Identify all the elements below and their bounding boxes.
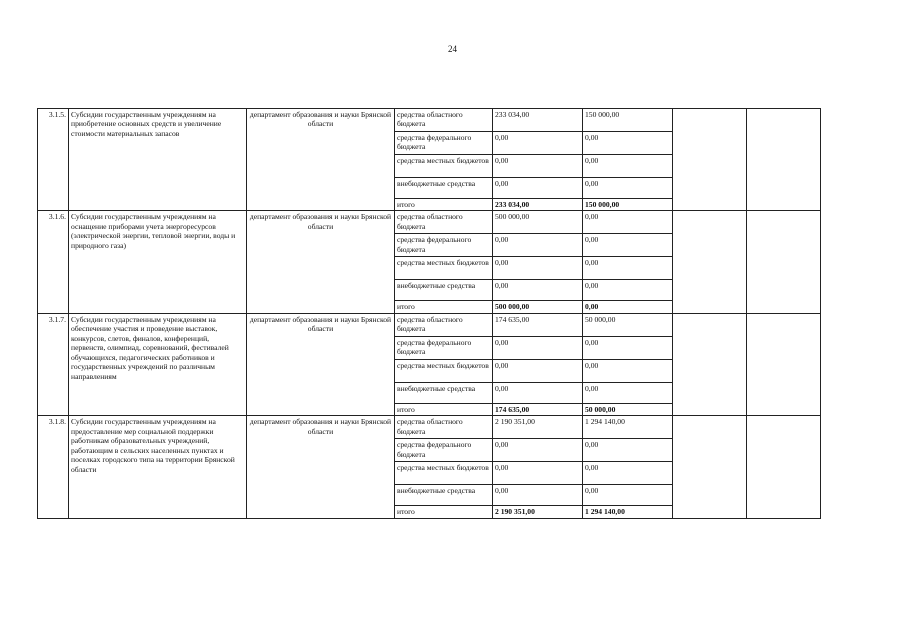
amount-year-2: 150 000,00 (583, 109, 673, 132)
funding-source: итого (395, 403, 493, 415)
amount-year-1: 0,00 (493, 336, 583, 359)
funding-source: внебюджетные средства (395, 280, 493, 301)
funding-source: средства областного бюджета (395, 416, 493, 439)
amount-year-2: 0,00 (583, 178, 673, 199)
amount-year-2: 0,00 (583, 382, 673, 403)
item-name: Субсидии государственным учреждениям на приобретение основных средств и увеличение стоимости материальных запасов (69, 109, 247, 211)
amount-year-1: 0,00 (493, 382, 583, 403)
funding-source: средства местных бюджетов (395, 462, 493, 485)
item-executor: департамент образования и науки Брянской области (247, 313, 395, 415)
funding-source: средства федерального бюджета (395, 439, 493, 462)
table-row (38, 416, 821, 439)
amount-year-2: 0,00 (583, 234, 673, 257)
amount-year-2: 0,00 (583, 485, 673, 506)
funding-source: средства местных бюджетов (395, 155, 493, 178)
amount-year-1: 2 190 351,00 (493, 506, 583, 518)
amount-year-2: 1 294 140,00 (583, 416, 673, 439)
amount-year-2: 0,00 (583, 301, 673, 313)
amount-year-1: 233 034,00 (493, 199, 583, 211)
item-number: 3.1.5. (38, 109, 69, 211)
budget-table (37, 108, 821, 519)
item-number: 3.1.7. (38, 313, 69, 415)
funding-source: итого (395, 301, 493, 313)
amount-year-2: 150 000,00 (583, 199, 673, 211)
amount-year-2: 0,00 (583, 155, 673, 178)
amount-year-1: 174 635,00 (493, 403, 583, 415)
funding-source: средства федерального бюджета (395, 336, 493, 359)
item-number: 3.1.6. (38, 211, 69, 313)
amount-year-1: 0,00 (493, 257, 583, 280)
amount-year-1: 0,00 (493, 280, 583, 301)
amount-year-1: 2 190 351,00 (493, 416, 583, 439)
funding-source: средства областного бюджета (395, 109, 493, 132)
empty-cell-2 (747, 109, 821, 211)
amount-year-1: 0,00 (493, 234, 583, 257)
amount-year-2: 50 000,00 (583, 403, 673, 415)
funding-source: внебюджетные средства (395, 382, 493, 403)
amount-year-2: 0,00 (583, 359, 673, 382)
item-executor: департамент образования и науки Брянской области (247, 109, 395, 211)
amount-year-2: 0,00 (583, 336, 673, 359)
amount-year-2: 0,00 (583, 439, 673, 462)
funding-source: итого (395, 506, 493, 518)
funding-source: средства областного бюджета (395, 211, 493, 234)
table-row (38, 109, 821, 132)
amount-year-2: 0,00 (583, 257, 673, 280)
amount-year-2: 0,00 (583, 211, 673, 234)
page-number: 24 (448, 44, 457, 54)
item-name: Субсидии государственным учреждениям на предоставление мер социальной поддержки работникам образовательных учреждений, работающим в сельских населенных пунктах и поселках городского типа на территории Брянской области (69, 416, 247, 518)
amount-year-1: 0,00 (493, 132, 583, 155)
empty-cell-1 (673, 416, 747, 518)
funding-source: внебюджетные средства (395, 485, 493, 506)
amount-year-1: 500 000,00 (493, 301, 583, 313)
item-name: Субсидии государственным учреждениям на оснащение приборами учета энергоресурсов (электрической энергии, тепловой энергии, воды и природного газа) (69, 211, 247, 313)
funding-source: средства местных бюджетов (395, 359, 493, 382)
amount-year-1: 0,00 (493, 462, 583, 485)
item-executor: департамент образования и науки Брянской области (247, 211, 395, 313)
amount-year-1: 0,00 (493, 485, 583, 506)
amount-year-2: 0,00 (583, 280, 673, 301)
amount-year-2: 0,00 (583, 132, 673, 155)
empty-cell-2 (747, 211, 821, 313)
amount-year-1: 500 000,00 (493, 211, 583, 234)
amount-year-2: 1 294 140,00 (583, 506, 673, 518)
amount-year-1: 0,00 (493, 155, 583, 178)
empty-cell-1 (673, 313, 747, 415)
funding-source: средства федерального бюджета (395, 234, 493, 257)
item-number: 3.1.8. (38, 416, 69, 518)
amount-year-1: 174 635,00 (493, 313, 583, 336)
funding-source: средства федерального бюджета (395, 132, 493, 155)
amount-year-1: 0,00 (493, 359, 583, 382)
empty-cell-2 (747, 313, 821, 415)
funding-source: внебюджетные средства (395, 178, 493, 199)
table-row (38, 211, 821, 234)
amount-year-1: 0,00 (493, 178, 583, 199)
funding-source: средства местных бюджетов (395, 257, 493, 280)
amount-year-1: 0,00 (493, 439, 583, 462)
table-row (38, 313, 821, 336)
funding-source: итого (395, 199, 493, 211)
item-name: Субсидии государственным учреждениям на обеспечение участия и проведение выставок, конкурсов, слетов, финалов, конференций, первенств, олимпиад, соревнований, фестивалей обучающихся, педагогических работников и государственных учреждений по различным направлениям (69, 313, 247, 415)
empty-cell-2 (747, 416, 821, 518)
item-executor: департамент образования и науки Брянской области (247, 416, 395, 518)
amount-year-2: 50 000,00 (583, 313, 673, 336)
funding-source: средства областного бюджета (395, 313, 493, 336)
empty-cell-1 (673, 211, 747, 313)
amount-year-1: 233 034,00 (493, 109, 583, 132)
amount-year-2: 0,00 (583, 462, 673, 485)
empty-cell-1 (673, 109, 747, 211)
